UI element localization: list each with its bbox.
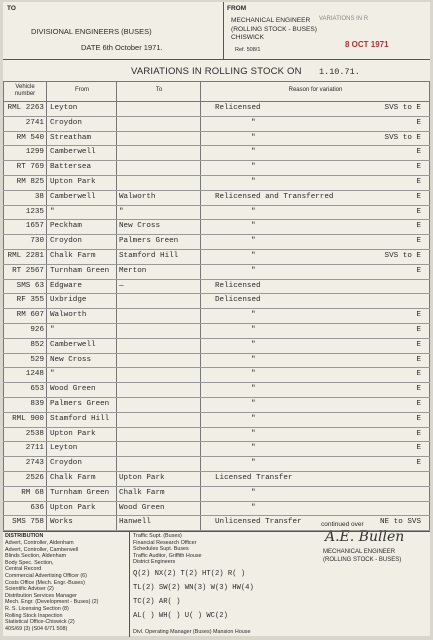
cell-vehicle: RT 769 <box>16 163 44 172</box>
column-header-vehicle: Vehicle number <box>14 84 36 97</box>
table-row <box>3 397 430 412</box>
cell-reason: " <box>251 414 256 423</box>
table-row <box>3 101 430 116</box>
cell-vehicle: 1248 <box>25 370 44 379</box>
cell-tail: E <box>416 355 421 364</box>
cell-reason: " <box>251 400 256 408</box>
cell-tail: E <box>416 192 421 201</box>
table-row <box>3 190 430 205</box>
cell-from: Turnham Green <box>50 266 110 275</box>
cell-tail: NE to SVS <box>379 518 421 527</box>
cell-vehicle: 2741 <box>25 118 44 127</box>
cell-from: Croydon <box>50 237 82 246</box>
distribution-recipient: R. S. Licensing Section (8) <box>5 606 69 612</box>
cell-from: Leyton <box>50 104 78 112</box>
distribution-heading: DISTRIBUTION <box>5 533 44 539</box>
cell-vehicle: 529 <box>30 355 44 364</box>
distribution-left <box>3 532 130 637</box>
cell-reason: " <box>251 326 256 334</box>
cell-vehicle: RM 68 <box>21 488 44 497</box>
from-line-2: (ROLLING STOCK - BUSES) <box>231 26 317 33</box>
table-row <box>3 486 430 501</box>
cell-reason: Delicensed <box>215 296 261 305</box>
table-row <box>3 382 430 397</box>
cell-vehicle: 38 <box>34 192 44 201</box>
column-header-reason: Reason for variation <box>288 87 343 93</box>
sign-title-1: MECHANICAL ENGINEER <box>323 549 396 555</box>
cell-from: " <box>50 370 55 379</box>
table-row <box>3 323 430 338</box>
cell-from: Chalk Farm <box>50 252 96 260</box>
cell-to: Stamford Hill <box>119 252 179 260</box>
distribution-code-line: Q(2) NX(2) T(2) HT(2) R( ) <box>133 570 246 578</box>
ref-number: Ref. 508/1 <box>235 47 261 53</box>
cell-from: Turnham Green <box>50 488 110 497</box>
cell-from: Upton Park <box>50 429 96 438</box>
table-row <box>3 175 430 190</box>
cell-from: Battersea <box>50 163 92 172</box>
sign-title-2: (ROLLING STOCK - BUSES) <box>323 557 402 563</box>
table-row <box>3 427 430 442</box>
memo-header <box>3 2 430 60</box>
cell-reason: " <box>251 207 256 216</box>
cell-tail: E <box>416 163 421 172</box>
distribution-recipient: Advert, Controller, Aldenham <box>5 540 74 546</box>
cell-vehicle: 2538 <box>25 429 44 438</box>
cell-from: Upton Park <box>50 178 96 186</box>
cell-from: Streatham <box>50 133 92 142</box>
cell-from: " <box>50 207 55 216</box>
cell-reason: Relicensed <box>215 104 261 112</box>
cell-reason: " <box>251 266 256 275</box>
cell-vehicle: RM 825 <box>16 178 44 186</box>
table-row <box>3 205 430 220</box>
cell-vehicle: 852 <box>30 340 44 349</box>
cell-reason: Licensed Transfer <box>215 474 293 482</box>
document-page <box>3 2 430 636</box>
cell-from: " <box>50 326 55 334</box>
distribution-recipient: Commercial Advertising Officer (6) <box>5 573 87 579</box>
cell-from: Chalk Farm <box>50 474 96 482</box>
column-header-from: From <box>75 87 89 93</box>
cell-vehicle: 2743 <box>25 459 44 468</box>
cell-from: Wood Green <box>50 385 96 394</box>
cell-reason: " <box>251 163 256 172</box>
cell-vehicle: 636 <box>30 503 44 512</box>
title-row <box>3 59 430 81</box>
cell-vehicle: 1235 <box>25 207 44 216</box>
stamp-date: 8 OCT 1971 <box>345 40 389 49</box>
title-date: 1.10.71. <box>319 67 360 77</box>
cell-reason: " <box>251 118 256 127</box>
cell-reason: Relicensed <box>215 281 261 290</box>
distribution-recipient: Financial Research Officer <box>133 539 197 546</box>
cell-from: Palmers Green <box>50 400 110 408</box>
date-line: DATE 6th October 1971. <box>81 43 163 52</box>
distribution-recipient: Mech. Engr. (Development - Buses) (2) <box>5 599 99 606</box>
table-row <box>3 234 430 249</box>
cell-reason: Relicensed and Transferred <box>215 192 334 201</box>
cell-vehicle: 1657 <box>25 222 44 231</box>
cell-vehicle: SMS 758 <box>12 518 44 527</box>
cell-to: Wood Green <box>119 503 165 512</box>
table-row <box>3 279 430 294</box>
cell-from: Croydon <box>50 118 82 127</box>
distribution-recipient: Scientific Adviser (2) <box>5 586 54 593</box>
table-row <box>3 116 430 131</box>
to-value: DIVISIONAL ENGINEERS (BUSES) <box>31 27 152 36</box>
table-top-rule <box>3 81 430 82</box>
cell-tail: E <box>416 178 421 186</box>
cell-reason: " <box>251 503 256 512</box>
cell-vehicle: 2526 <box>25 474 44 482</box>
cell-tail: SVS to E <box>384 133 421 142</box>
cell-from: Edgware <box>50 281 82 290</box>
cell-reason: " <box>251 237 256 246</box>
cell-from: Stamford Hill <box>50 414 110 423</box>
table-row <box>3 471 430 486</box>
cell-vehicle: 653 <box>30 385 44 394</box>
distribution-footer: Divl. Operating Manager (Buses) Mansion House <box>133 629 251 635</box>
cell-vehicle: RML 2281 <box>7 252 44 260</box>
distribution-recipient: Schedules Supt. Buses <box>133 546 189 553</box>
cell-to: Walworth <box>119 192 156 201</box>
cell-reason: " <box>251 252 256 260</box>
signature: A.E. Bullen <box>325 529 405 545</box>
distribution-recipient: Body Spec. Section, <box>5 559 54 566</box>
cell-vehicle: RML 900 <box>12 414 44 423</box>
table-row <box>3 160 430 175</box>
page-title: VARIATIONS IN ROLLING STOCK ON <box>131 66 302 77</box>
cell-vehicle: RF 355 <box>16 296 44 305</box>
distribution-recipient: District Engineers <box>133 559 176 566</box>
cell-reason: " <box>251 429 256 438</box>
cell-from: Uxbridge <box>50 296 87 305</box>
cell-tail: E <box>416 266 421 275</box>
distribution-recipient: Traffic Supt. (Buses) <box>133 533 182 539</box>
cell-vehicle: 839 <box>30 400 44 408</box>
variations-table <box>3 81 430 531</box>
received-stamp <box>315 4 427 56</box>
cell-to: Hanwell <box>119 518 151 527</box>
distribution-recipient: Statistical Office-Chiswick (2) <box>5 619 75 626</box>
table-row <box>3 293 430 308</box>
cell-tail: E <box>416 311 421 320</box>
cell-vehicle: RML 2263 <box>7 104 44 112</box>
cell-tail: E <box>416 207 421 216</box>
cell-reason: " <box>251 222 256 231</box>
cell-vehicle: SMS 63 <box>16 281 44 290</box>
distribution-recipient: Distribution Services Manager <box>5 592 77 599</box>
cell-vehicle: RT 2567 <box>12 266 44 275</box>
cell-from: Camberwell <box>50 340 96 349</box>
distribution-recipient: Advert, Controller, Camberwell <box>5 546 79 553</box>
cell-tail: E <box>416 370 421 379</box>
cell-reason: " <box>251 444 256 453</box>
cell-reason: " <box>251 385 256 394</box>
cell-from: Croydon <box>50 459 82 468</box>
cell-to: Chalk Farm <box>119 488 165 497</box>
cell-vehicle: RM 540 <box>16 133 44 142</box>
from-label: FROM <box>227 5 247 12</box>
cell-from: Camberwell <box>50 192 96 201</box>
table-row <box>3 131 430 146</box>
table-row <box>3 501 430 516</box>
cell-tail: E <box>416 385 421 394</box>
cell-vehicle: 2711 <box>25 444 44 453</box>
cell-to: Merton <box>119 266 147 275</box>
cell-tail: E <box>416 237 421 246</box>
distribution-code-line: TC(2) AR( ) <box>133 598 181 606</box>
cell-to: — <box>119 281 124 290</box>
cell-tail: E <box>416 429 421 438</box>
cell-reason: " <box>251 355 256 364</box>
table-row <box>3 353 430 368</box>
distribution-code-line: AL( ) WH( ) U( ) WC(2) <box>133 612 228 620</box>
table-row <box>3 456 430 471</box>
cell-to: Palmers Green <box>119 237 179 246</box>
stamp-line-1: VARIATIONS IN R <box>319 16 369 22</box>
cell-reason: " <box>251 311 256 320</box>
distribution-recipient: Traffic Auditor, Griffith House <box>133 552 202 559</box>
cell-vehicle: 1299 <box>25 148 44 157</box>
cell-tail: E <box>416 118 421 127</box>
distribution-recipient: Blinds Section, Aldenham <box>5 553 67 560</box>
table-row <box>3 367 430 382</box>
distribution-recipient: Rolling Stock Inspection <box>5 612 63 619</box>
table-row <box>3 249 430 264</box>
cell-tail: E <box>416 414 421 423</box>
cell-reason: " <box>251 488 256 497</box>
cell-tail: E <box>416 148 421 157</box>
cell-tail: E <box>416 340 421 349</box>
column-header-to: To <box>155 87 163 93</box>
cell-reason: Unlicensed Transfer <box>215 518 302 527</box>
cell-vehicle: RM 607 <box>16 311 44 320</box>
continued-note: continued over <box>321 521 364 528</box>
cell-from: New Cross <box>50 355 92 364</box>
from-line-1: MECHANICAL ENGINEER <box>231 17 311 24</box>
table-row <box>3 412 430 427</box>
table-row <box>3 441 430 456</box>
cell-tail: E <box>416 459 421 468</box>
cell-to: " <box>119 207 124 216</box>
cell-reason: " <box>251 148 256 157</box>
cell-vehicle: 926 <box>30 326 44 334</box>
to-label: TO <box>7 5 16 12</box>
cell-from: Upton Park <box>50 503 96 512</box>
table-row <box>3 219 430 234</box>
distribution-block <box>3 531 430 637</box>
distribution-code-line: TL(2) SW(2) WN(3) W(3) HW(4) <box>133 584 254 592</box>
cell-from: Peckham <box>50 222 82 231</box>
distribution-recipient: 40S/69 (3) (S04 6/71 508) <box>5 625 68 632</box>
table-row <box>3 515 430 530</box>
cell-to: Upton Park <box>119 474 165 482</box>
cell-tail: E <box>416 222 421 231</box>
cell-reason: " <box>251 133 256 142</box>
distribution-recipient: Costs Office (Mech. Engr.-Buses) <box>5 579 85 586</box>
table-row <box>3 338 430 353</box>
cell-reason: " <box>251 459 256 468</box>
table-row <box>3 145 430 160</box>
cell-reason: " <box>251 178 256 186</box>
cell-from: Leyton <box>50 444 78 453</box>
cell-reason: " <box>251 370 256 379</box>
cell-tail: E <box>416 400 421 408</box>
cell-tail: E <box>416 326 421 334</box>
cell-from: Works <box>50 518 73 527</box>
cell-to: New Cross <box>119 222 161 231</box>
cell-tail: SVS to E <box>384 252 421 260</box>
table-row <box>3 308 430 323</box>
cell-from: Walworth <box>50 311 87 320</box>
distribution-recipient: Central Record <box>5 566 42 573</box>
cell-vehicle: 730 <box>30 237 44 246</box>
from-line-3: CHISWICK <box>231 34 264 41</box>
table-row <box>3 264 430 279</box>
to-block <box>3 2 224 59</box>
cell-tail: E <box>416 444 421 453</box>
cell-reason: " <box>251 340 256 349</box>
cell-tail: SVS to E <box>384 104 421 112</box>
cell-from: Camberwell <box>50 148 96 157</box>
